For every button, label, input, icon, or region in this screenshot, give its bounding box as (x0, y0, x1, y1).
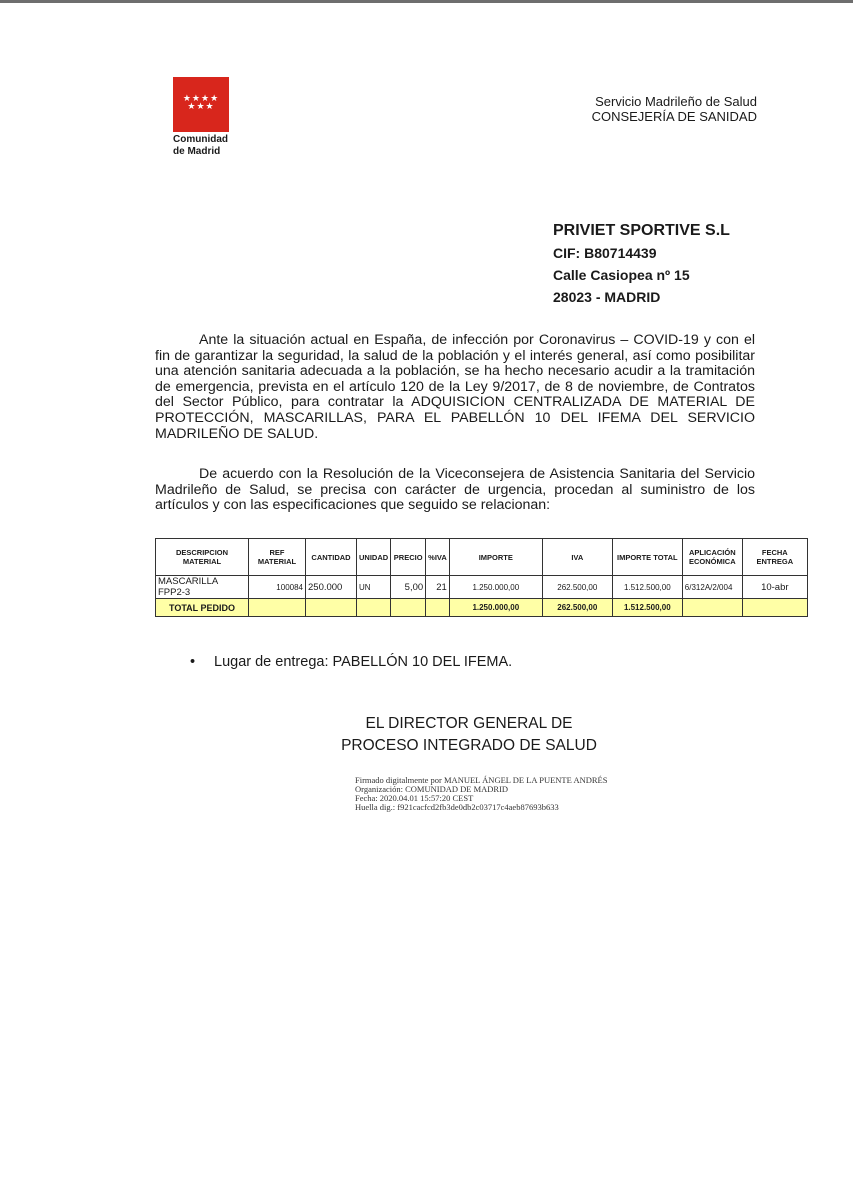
signature-title (334, 713, 604, 757)
cell-descripcion: MASCARILLA FPP2-3 (156, 576, 249, 599)
order-table (155, 538, 808, 617)
empty-cell (391, 599, 426, 617)
empty-cell (306, 599, 357, 617)
body-paragraph-1: Ante la situación actual en España, de infección por Coronavirus – COVID-19 y con el fin de garantizar la seguridad, la salud de la población y el interés general, así como posibilitar una atención sanitaria adecuada a la población, se ha hecho necesario acudir a la tramitación de emergencia, prevista en el artículo 120 de la Ley 9/2017, de 8 de noviembre, de Contratos del Sector Público, para contratar la ADQUISICION CENTRALIZADA DE MATERIAL DE PROTECCIÓN, MASCARILLAS, PARA EL PABELLÓN 10 DEL IFEMA DEL SERVICIO MADRILEÑO DE SALUD. (155, 332, 755, 442)
cell-aplicacion: 6/312A/2/004 (682, 576, 742, 599)
table-header-row (156, 539, 808, 576)
logo-text-line2: de Madrid (173, 146, 221, 157)
logo-text-line1: Comunidad (173, 134, 228, 145)
digital-signature (355, 776, 607, 812)
col-header: IVA (542, 539, 612, 576)
delivery-text: Lugar de entrega: PABELLÓN 10 DEL IFEMA. (214, 654, 513, 670)
body-paragraph-2: De acuerdo con la Resolución de la Viceconsejera de Asistencia Sanitaria del Servicio Madrileño de Salud, se precisa con carácter de urgencia, procedan al suministro de los artículos y con las especificaciones que seguido se relacionan: (155, 466, 755, 514)
cell-unidad: UN (357, 576, 391, 599)
cell-importe: 1.250.000,00 (449, 576, 542, 599)
recipient-cif: CIF: B80714439 (553, 245, 657, 261)
empty-cell (682, 599, 742, 617)
cell-iva: 262.500,00 (542, 576, 612, 599)
cell-precio: 5,00 (391, 576, 426, 599)
digital-signature-line: Firmado digitalmente por MANUEL ÁNGEL DE LA PUENTE ANDRÉS (355, 775, 608, 785)
service-name: Servicio Madrileño de Salud (595, 94, 757, 109)
empty-cell (426, 599, 450, 617)
seven-stars-icon: ★★★★ ★★★ (182, 94, 220, 112)
cell-fecha: 10-abr (742, 576, 807, 599)
col-header: DESCRIPCION MATERIAL (156, 539, 249, 576)
col-header: PRECIO (391, 539, 426, 576)
cell-ref: 100084 (249, 576, 306, 599)
recipient-address (553, 220, 730, 308)
table-total-row (156, 599, 808, 617)
total-iva: 262.500,00 (542, 599, 612, 617)
col-header: REF MATERIAL (249, 539, 306, 576)
empty-cell (742, 599, 807, 617)
empty-cell (357, 599, 391, 617)
cell-importe-total: 1.512.500,00 (612, 576, 682, 599)
col-header: %IVA (426, 539, 450, 576)
digital-signature-line: Huella dig.: f921cacfcd2fb3de0db2c03717c4aeb87693b633 (355, 802, 559, 812)
total-importe-total: 1.512.500,00 (612, 599, 682, 617)
page-top-border (0, 0, 853, 3)
comunidad-madrid-logo (173, 77, 229, 132)
logo-text (173, 134, 228, 158)
col-header: CANTIDAD (306, 539, 357, 576)
recipient-company: PRIVIET SPORTIVE S.L (553, 222, 730, 239)
col-header: IMPORTE (449, 539, 542, 576)
col-header: IMPORTE TOTAL (612, 539, 682, 576)
recipient-city: 28023 - MADRID (553, 289, 661, 305)
col-header: APLICACIÓN ECONÓMICA (682, 539, 742, 576)
digital-signature-line: Organización: COMUNIDAD DE MADRID (355, 784, 509, 794)
cell-iva-pct: 21 (426, 576, 450, 599)
signature-line-1: EL DIRECTOR GENERAL DE (365, 715, 573, 732)
empty-cell (249, 599, 306, 617)
signature-line-2: PROCESO INTEGRADO DE SALUD (341, 737, 597, 754)
total-label: TOTAL PEDIDO (156, 599, 249, 617)
delivery-location (190, 654, 512, 670)
col-header: FECHA ENTREGA (742, 539, 807, 576)
col-header: UNIDAD (357, 539, 391, 576)
cell-cantidad: 250.000 (306, 576, 357, 599)
header-service (592, 94, 757, 124)
department-name: CONSEJERÍA DE SANIDAD (591, 109, 757, 124)
table-row (156, 576, 808, 599)
bullet-dot-icon: • (190, 654, 196, 670)
recipient-street: Calle Casiopea nº 15 (553, 267, 690, 283)
total-importe: 1.250.000,00 (449, 599, 542, 617)
digital-signature-line: Fecha: 2020.04.01 15:57:20 CEST (355, 793, 474, 803)
